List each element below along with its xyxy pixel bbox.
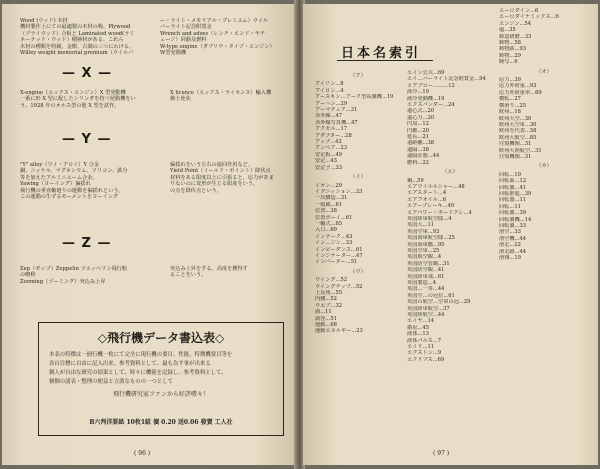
index-entry: 英国陸航空...44 (407, 312, 445, 319)
index-entry: 回転推進...39 (499, 190, 532, 197)
index-entry: アイロン...4 (315, 87, 344, 94)
index-entry: 遠距離...38 (407, 140, 435, 147)
index-entry: 滑翔...19 (499, 255, 521, 262)
index-entry: アーヘン...29 (315, 100, 348, 107)
index-entry: 回転...10 (499, 171, 521, 178)
index-entry: エクスパンダー...24 (407, 102, 455, 109)
index-entry: エーロダイン...6 (499, 8, 539, 14)
text-line: （プライウッド）合板と Laminated wood(ラミ (20, 30, 135, 37)
index-entry: 欧州大空...30 (499, 115, 532, 122)
index-title: 日本名索引 (341, 46, 422, 61)
x-entries-right (170, 90, 271, 103)
ad-price-line: B六判洋罫紙 10枚1組 價 0.20 送0.06 發賣 工人社 (89, 419, 233, 426)
index-entry: 渦巻...51 (315, 315, 337, 322)
w-entries (20, 18, 135, 56)
index-entry: 応力...39 (499, 77, 521, 84)
index-entry: 欧州...18 (499, 109, 521, 116)
ad-line: 本表の特徴は一冊行機一枚にて完全に現行機の要目、性能、特徴機要目等を (49, 352, 233, 358)
ad-line: 個人が自由な研究の結果として、時々に機能を記録し、参考資料として、 (49, 370, 227, 376)
index-entry: 英国大...11 (407, 222, 435, 229)
index-entry: エイン公式...69 (407, 70, 445, 76)
text-line: ー・ライト・メモリアル・プレミユム）ウイル (160, 18, 269, 24)
index-entry: 位置...38 (315, 208, 337, 215)
index-entry: インバーター...51 (315, 259, 358, 266)
index-entry: 液冷...19 (407, 89, 429, 96)
index-entry: 遠隔...38 (407, 146, 429, 153)
page-number-right: ( 97 ) (433, 450, 450, 457)
index-entry: 英国防空観...41 (407, 267, 445, 274)
index-entry: ウイング...52 (315, 277, 348, 284)
index-entry: エイリ...11 (407, 344, 435, 351)
index-entry: 回転面...12 (499, 178, 527, 185)
text-line: X-engine（エックス・エンジン）X 型発動機 (20, 90, 126, 96)
index-entry: 英国…一等...44 (407, 286, 445, 293)
index-entry: 安定...43 (315, 158, 337, 165)
ad-subtitle: 飛行機研究家ファンから好評嘖々！ (113, 391, 209, 398)
index-entry: エアーブレーキ...49 (407, 203, 455, 210)
text-line: 等を加えたアルミニユーム合金。 (20, 174, 98, 181)
heading-y: — Y — (62, 132, 112, 147)
index-entry: 鋳造研磨...33 (499, 33, 532, 40)
index-column-2 (407, 70, 493, 363)
index-entry: アップ...42 (315, 139, 342, 146)
kana-section-heading: （ア） (350, 73, 366, 79)
index-entry: 英国空軍...93 (407, 228, 440, 235)
text-line: Zooming（ヅーミング）突込み上昇 (20, 278, 106, 285)
text-line: バーライト記念附賞金 (160, 24, 212, 31)
index-entry: エンジン...54 (499, 20, 532, 27)
text-line: の略称 (20, 272, 36, 279)
index-entry: イグニッション...33 (315, 188, 363, 195)
index-entry: 衛星...45 (407, 324, 429, 331)
text-line: W-type engine（ダブリウ・タイプ・エンジン） (160, 43, 275, 50)
kana-section-heading: （ウ） (350, 268, 366, 275)
index-entry: 鋳物鉄...93 (499, 46, 527, 53)
index-entry: アクセル...17 (315, 126, 348, 133)
index-entry: インテーク...43 (315, 233, 353, 240)
right-page (303, 4, 598, 465)
text-line: この運動の生ずるモーメントをヨーイング (20, 194, 118, 201)
w-entries-right (160, 18, 275, 56)
left-page (2, 4, 296, 465)
index-entry: エアパワー・ボードクレ...4 (407, 209, 472, 216)
index-entry: 往復機関...31 (499, 141, 532, 148)
index-entry: 回転...11 (499, 203, 521, 210)
index-entry: 遠心式...20 (407, 108, 435, 115)
index-entry: 赤外線写真機...47 (315, 119, 358, 126)
index-entry: 塩...35 (499, 27, 516, 34)
index-entry: 往復機関...31 (499, 153, 532, 160)
index-entry: 欧州大空軍...30 (499, 121, 537, 128)
index-entry: 渦...11 (315, 309, 332, 316)
text-line: 銅、ニッケル、マグネシウム、ソリコン、鉄分 (20, 168, 128, 175)
index-entry: 回転翼...39 (499, 210, 527, 217)
index-entry: 横滑り...25 (499, 102, 527, 109)
text-line: Zep（ゼップ）Zeppelin ツエッペリン飛行船 (20, 266, 128, 272)
text-line: 一番に形 X 型に配したシリンダを持つ発動機をい (20, 96, 136, 103)
index-entry: 応力外荷重率...69 (499, 89, 542, 96)
ad-body (49, 351, 275, 387)
index-entry: 液体...13 (407, 331, 429, 338)
index-entry: エアウイルルシャー...48 (407, 183, 465, 190)
kana-section-heading: （エ） (442, 169, 458, 176)
index-entry: 回転器...11 (499, 197, 527, 204)
x-entries (20, 90, 136, 109)
index-entry: 欧州を代表...58 (499, 128, 537, 135)
index-entry: イン…ジン...33 (315, 240, 353, 247)
index-entry: アイリン...8 (315, 81, 344, 88)
y-entries-right (170, 162, 274, 194)
index-entry: アンペア...23 (315, 145, 348, 152)
index-entry: インピーダンス...61 (315, 246, 363, 253)
index-entry: 英国空軍...25 (407, 247, 440, 254)
index-entry: 英国海軍鑑...95 (407, 241, 445, 248)
index-entry: 一軸式...65 (315, 220, 343, 227)
index-entry: 上反角...55 (315, 290, 343, 296)
index-entry: 滑空...33 (499, 229, 521, 236)
index-entry: 回転翼機...14 (499, 216, 532, 223)
index-entry: 一次構造...31 (315, 195, 348, 202)
text-line: ることをいう。 (170, 272, 207, 279)
ad-line: 個個の諸表・整理の便益と立派なものの一つとして (49, 379, 173, 385)
index-entry: 英国航空観...4 (407, 254, 442, 261)
index-entry: 入口...69 (315, 227, 337, 234)
text-line: の点を降伏点という。 (170, 187, 222, 194)
index-entry: ウイングチップ...52 (315, 283, 363, 290)
text-line: Willey weight memorial premium（ウイルバ (20, 50, 134, 57)
text-line: W型発動機 (160, 50, 187, 57)
index-entry: 鋼...59 (407, 177, 424, 184)
index-entry: 滑走...22 (499, 242, 521, 249)
index-entry: 欧州大陸航空...31 (499, 147, 542, 154)
kana-section-heading: （オ） (536, 68, 552, 75)
index-entry: 映写...6 (499, 59, 518, 66)
index-entry: 英国陸軍飛...61 (407, 273, 445, 280)
index-entry: 延長...21 (407, 134, 429, 141)
index-entry: インジケーター...47 (315, 252, 363, 259)
index-entry: エクストン...9 (407, 350, 442, 357)
index-entry: ウエブ...32 (315, 302, 343, 309)
text-line: 機材製作上にての最適製の木材の称。Plywood (20, 24, 131, 31)
z-entries-right (170, 266, 248, 279)
text-line: Yawing（ヨーイング）偏揺れ (20, 181, 91, 188)
index-entry: 運動エネルギー...23 (315, 328, 363, 335)
text-line: X licence（エックス・ライセンス）輸入機 (170, 90, 272, 96)
index-entry: 安定板...49 (315, 151, 343, 158)
index-entry: 英国海軍航空隊...25 (407, 235, 455, 242)
text-line: Wood (ウッド) 木材 (20, 18, 68, 24)
y-entries (20, 162, 128, 200)
index-entry: 一般風...61 (315, 201, 343, 208)
index-entry: エアフオイル...6 (407, 196, 447, 203)
index-entry: エアスタート...4 (407, 190, 447, 197)
index-entry: 回転翼...41 (499, 184, 527, 191)
index-entry: 滑走路...44 (499, 248, 527, 255)
index-column-1 (315, 70, 401, 335)
index-entry: 燃料...22 (407, 159, 429, 166)
index-entry: 液冷発動機...19 (407, 95, 445, 102)
index-entry: エイ…バーライト記念附賞金...94 (407, 76, 486, 83)
text-line: Wrench and adzes（レンチ・エンド・ヤチ (160, 30, 266, 37)
index-entry: 赤外線...47 (315, 113, 343, 120)
page-number-left: ( 96 ) (134, 450, 151, 457)
index-entry: 英国空…の冠位...61 (407, 292, 455, 299)
index-entry: 滑空機...44 (499, 235, 527, 242)
heading-z: — Z — (62, 236, 112, 251)
index-entry: 応力外荷重...93 (499, 83, 537, 90)
index-entry: 内側...52 (315, 296, 337, 303)
index-entry: 円錐...20 (407, 127, 429, 134)
index-entry: エーロダイナミックス...6 (499, 14, 559, 21)
heading-x: — X — (62, 66, 113, 81)
ad-line: 各自目標に自由に記入出来、参考資料として、最も為す事が出来る (49, 361, 211, 367)
index-entry: イオン...29 (315, 182, 342, 189)
index-entry: 液体パルス...7 (407, 337, 442, 344)
title-underline (337, 60, 433, 61)
index-entry: 円周...12 (407, 121, 429, 128)
text-line: 材料をある限度以上に引張ると，応力があま (170, 174, 274, 181)
index-entry: 安定子...33 (315, 164, 343, 171)
index-entry: 欧州大航空...85 (499, 134, 537, 141)
text-line: 偏揺れをいう左右の旋回作用など。 (170, 162, 254, 168)
index-entry: 英国防空管観...31 (407, 260, 450, 267)
index-entry: 運動...68 (315, 322, 337, 329)
text-line: 木材の種類を特級、金額、古調の三つにわける。 (20, 43, 135, 50)
index-entry: 鋳物...58 (499, 40, 521, 47)
kana-section-heading: （カ） (536, 163, 552, 170)
index-entry: 英国陸軍航空...37 (407, 305, 450, 312)
text-line: Yield Point（イールド・ポイント）降伏点 (170, 168, 271, 175)
index-column-3 (499, 8, 589, 261)
text-line: 突込み上昇をする。高度を獲得す (170, 266, 248, 272)
index-entry: 鋳物...29 (499, 52, 521, 59)
text-line: う。1928 年ロオルス型の他 X 型を試作。 (20, 102, 120, 109)
index-entry: 英国陸軍航空隊...4 (407, 215, 452, 222)
index-entry: エイヤ...14 (407, 318, 435, 325)
index-entry: 横転...27 (499, 96, 521, 103)
index-entry: エアブロー……...12 (407, 82, 455, 89)
index-entry: 回転翼...33 (499, 223, 527, 229)
text-line: "Y" alloy（ワイ・アロイ）Y 合金 (20, 162, 99, 168)
text-line: 操士免状 (170, 96, 191, 103)
index-entry: 位置ボーイ...61 (315, 214, 353, 221)
index-entry: 遠隔計器...44 (407, 153, 440, 160)
text-line: ェージ）回路及燃料 (160, 37, 207, 44)
index-entry: 英国の航空…空軍の冠...29 (407, 299, 471, 306)
ad-box (38, 322, 284, 436)
text-line: 飛行機の垂直軸廻りの運動を偏揺れという。 (20, 187, 124, 194)
ad-title: ◇飛行機データ書込表◇ (97, 331, 225, 345)
text-line: りないのに変形が生じる限度をいう。 (170, 181, 259, 188)
index-entry: アースキン…アーク型高翼機...19 (315, 94, 394, 101)
index-entry: 遠心力...20 (407, 114, 435, 121)
kana-section-heading: （イ） (350, 174, 366, 181)
index-entry: 英国製造...4 (407, 280, 436, 286)
index-entry: アーマチュア...31 (315, 107, 358, 114)
text-line: ネーテッド・ウッド）積層材がある。これら (20, 37, 124, 44)
index-entry: アダプター...28 (315, 132, 352, 139)
z-entries (20, 266, 127, 285)
index-entry: エクリプス...69 (407, 356, 445, 363)
